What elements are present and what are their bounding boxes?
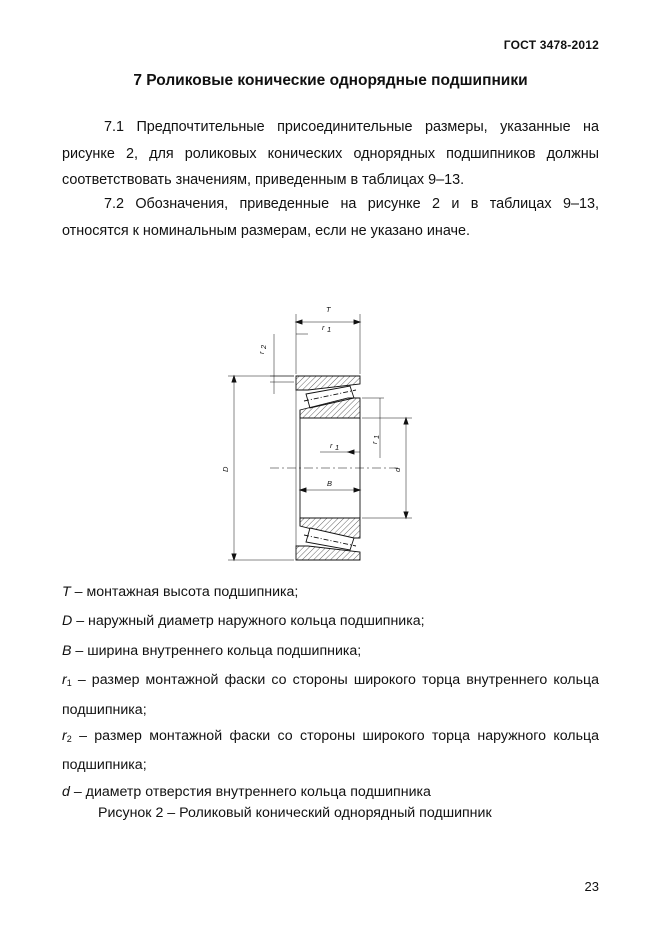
standard-header: ГОСТ 3478-2012 xyxy=(503,38,599,52)
label-r1-right-sub: 1 xyxy=(372,434,381,439)
label-T: T xyxy=(326,305,331,314)
paragraph-7-1: 7.1 Предпочтительные присоединительные размеры, указанные на рисунке 2, для роликовых конических однорядных подшипников должны соответствовать значениям, приведенным в таблицах 9–13. xyxy=(62,119,599,189)
symbol-legend xyxy=(62,579,599,808)
label-r1-right: r xyxy=(370,441,379,444)
label-r2-sub: 2 xyxy=(259,344,268,349)
label-B: B xyxy=(327,479,333,488)
label-r1-top: r xyxy=(322,323,325,332)
paragraph-7-2: 7.2 Обозначения, приведенные на рисунке 2 и в таблицах 9–13, относятся к номинальным размерам, если не указано иначе. xyxy=(62,196,599,239)
label-D: D xyxy=(221,466,230,472)
legend-item: D – наружный диаметр наружного кольца подшипника; xyxy=(62,613,425,630)
label-r1-middle-sub: 1 xyxy=(335,443,340,452)
legend-item: T – монтажная высота подшипника; xyxy=(62,584,299,600)
label-d: d xyxy=(393,467,402,472)
section-title: 7 Роликовые конические однорядные подшипники xyxy=(133,72,528,89)
legend-item: $r_2$ – размер монтажной фаски со стороны широкого торца наружного кольца подшипника; xyxy=(62,728,599,774)
figure-caption: Рисунок 2 – Роликовый конический однорядный подшипник xyxy=(98,805,492,821)
legend-item: B – ширина внутреннего кольца подшипника; xyxy=(62,642,362,659)
label-r1-middle: r xyxy=(330,441,333,450)
label-r2: r xyxy=(257,351,266,354)
legend-item: $r_1$ – размер монтажной фаски со стороны широкого торца внутреннего кольца подшипника; xyxy=(62,672,599,718)
legend-item: d – диаметр отверстия внутреннего кольца подшипника xyxy=(62,783,431,800)
bearing-drawing xyxy=(200,294,440,574)
label-r1-top-sub: 1 xyxy=(327,325,332,334)
page-number: 23 xyxy=(584,879,599,894)
